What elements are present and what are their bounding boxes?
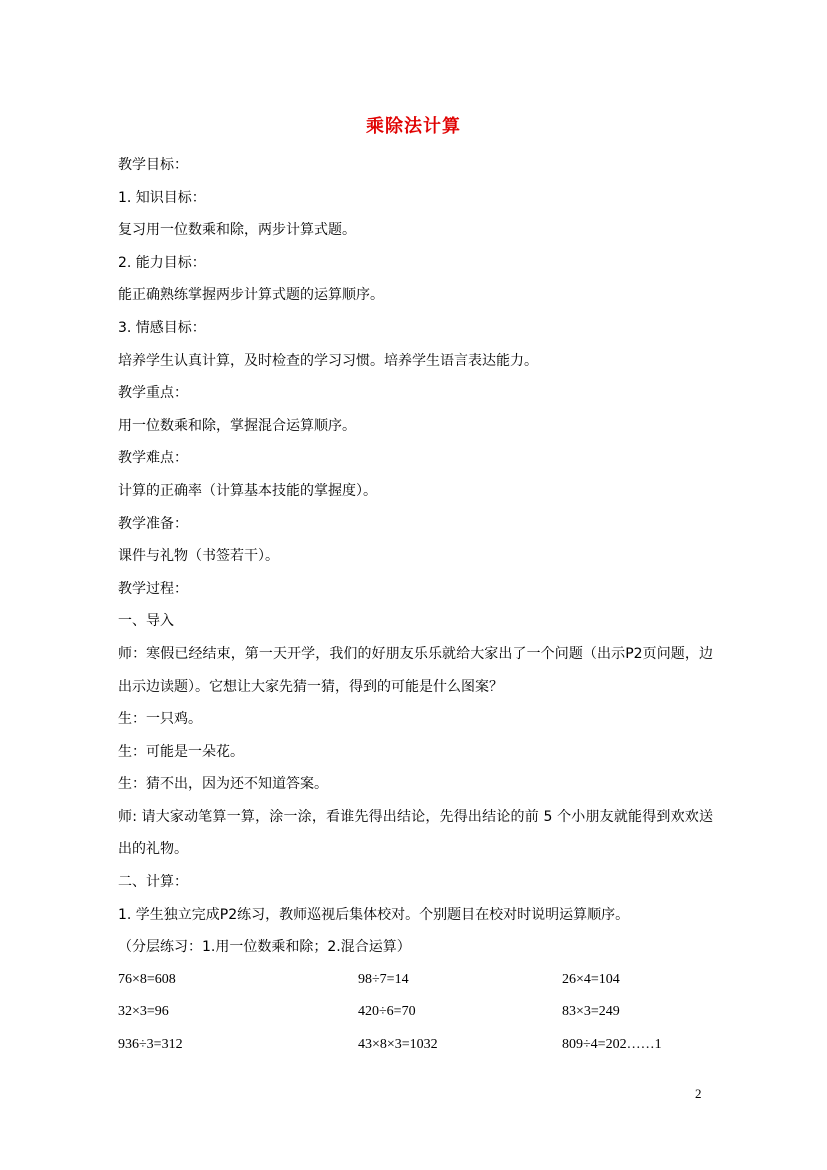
exercise-row xyxy=(118,964,713,997)
exercise-item: 43×8×3=1032 xyxy=(358,1037,438,1053)
text-line: 教学准备： xyxy=(118,515,188,532)
text-line: 生：猜不出，因为还不知道答案。 xyxy=(118,776,328,793)
text-line: 课件与礼物（书签若干）。 xyxy=(118,548,279,565)
document-title: 乘除法计算 xyxy=(366,116,461,137)
text-line: 二、计算： xyxy=(118,874,188,891)
exercise-row xyxy=(118,996,713,1029)
document-body xyxy=(118,149,713,1062)
exercise-item: 83×3=249 xyxy=(562,1004,620,1020)
text-line: 3. 情感目标： xyxy=(118,319,206,336)
text-line: 教学难点： xyxy=(118,450,188,467)
exercise-item: 98÷7=14 xyxy=(358,971,409,987)
exercise-row xyxy=(118,1029,713,1062)
text-line: 生：一只鸡。 xyxy=(118,711,202,728)
text-line: 用一位数乘和除，掌握混合运算顺序。 xyxy=(118,417,356,434)
exercise-item: 809÷4=202……1 xyxy=(562,1037,662,1053)
exercise-item: 32×3=96 xyxy=(118,1004,169,1020)
text-line: 1. 知识目标： xyxy=(118,189,206,206)
paragraph: 师：寒假已经结束，第一天开学，我们的好朋友乐乐就给大家出了一个问题（出示P2页问题，边出示边读题）。它想让大家先猜一猜，得到的可能是什么图案？ xyxy=(118,645,713,695)
exercise-item: 936÷3=312 xyxy=(118,1037,183,1053)
text-line: 能正确熟练掌握两步计算式题的运算顺序。 xyxy=(118,287,384,304)
paragraph: 师: 请大家动笔算一算，涂一涂，看谁先得出结论，先得出结论的前 5 个小朋友就能得到欢欢送出的礼物。 xyxy=(118,808,713,858)
text-line: 计算的正确率（计算基本技能的掌握度）。 xyxy=(118,482,377,499)
text-line: 教学过程： xyxy=(118,580,188,597)
exercise-item: 76×8=608 xyxy=(118,971,176,987)
text-line: 1. 学生独立完成P2练习，教师巡视后集体校对。个别题目在校对时说明运算顺序。 xyxy=(118,906,630,923)
text-line: 复习用一位数乘和除，两步计算式题。 xyxy=(118,222,356,239)
exercise-item: 420÷6=70 xyxy=(358,1004,416,1020)
text-line: 一、导入 xyxy=(118,613,174,630)
text-line: 2. 能力目标： xyxy=(118,254,206,271)
text-line: （分层练习：1.用一位数乘和除；2.混合运算） xyxy=(118,939,411,956)
exercise-item: 26×4=104 xyxy=(562,971,620,987)
text-line: 培养学生认真计算，及时检查的学习习惯。培养学生语言表达能力。 xyxy=(118,352,538,369)
page-number: 2 xyxy=(695,1086,702,1101)
text-line: 教学目标： xyxy=(118,157,188,173)
text-line: 教学重点： xyxy=(118,385,188,402)
text-line: 生：可能是一朵花。 xyxy=(118,743,244,760)
